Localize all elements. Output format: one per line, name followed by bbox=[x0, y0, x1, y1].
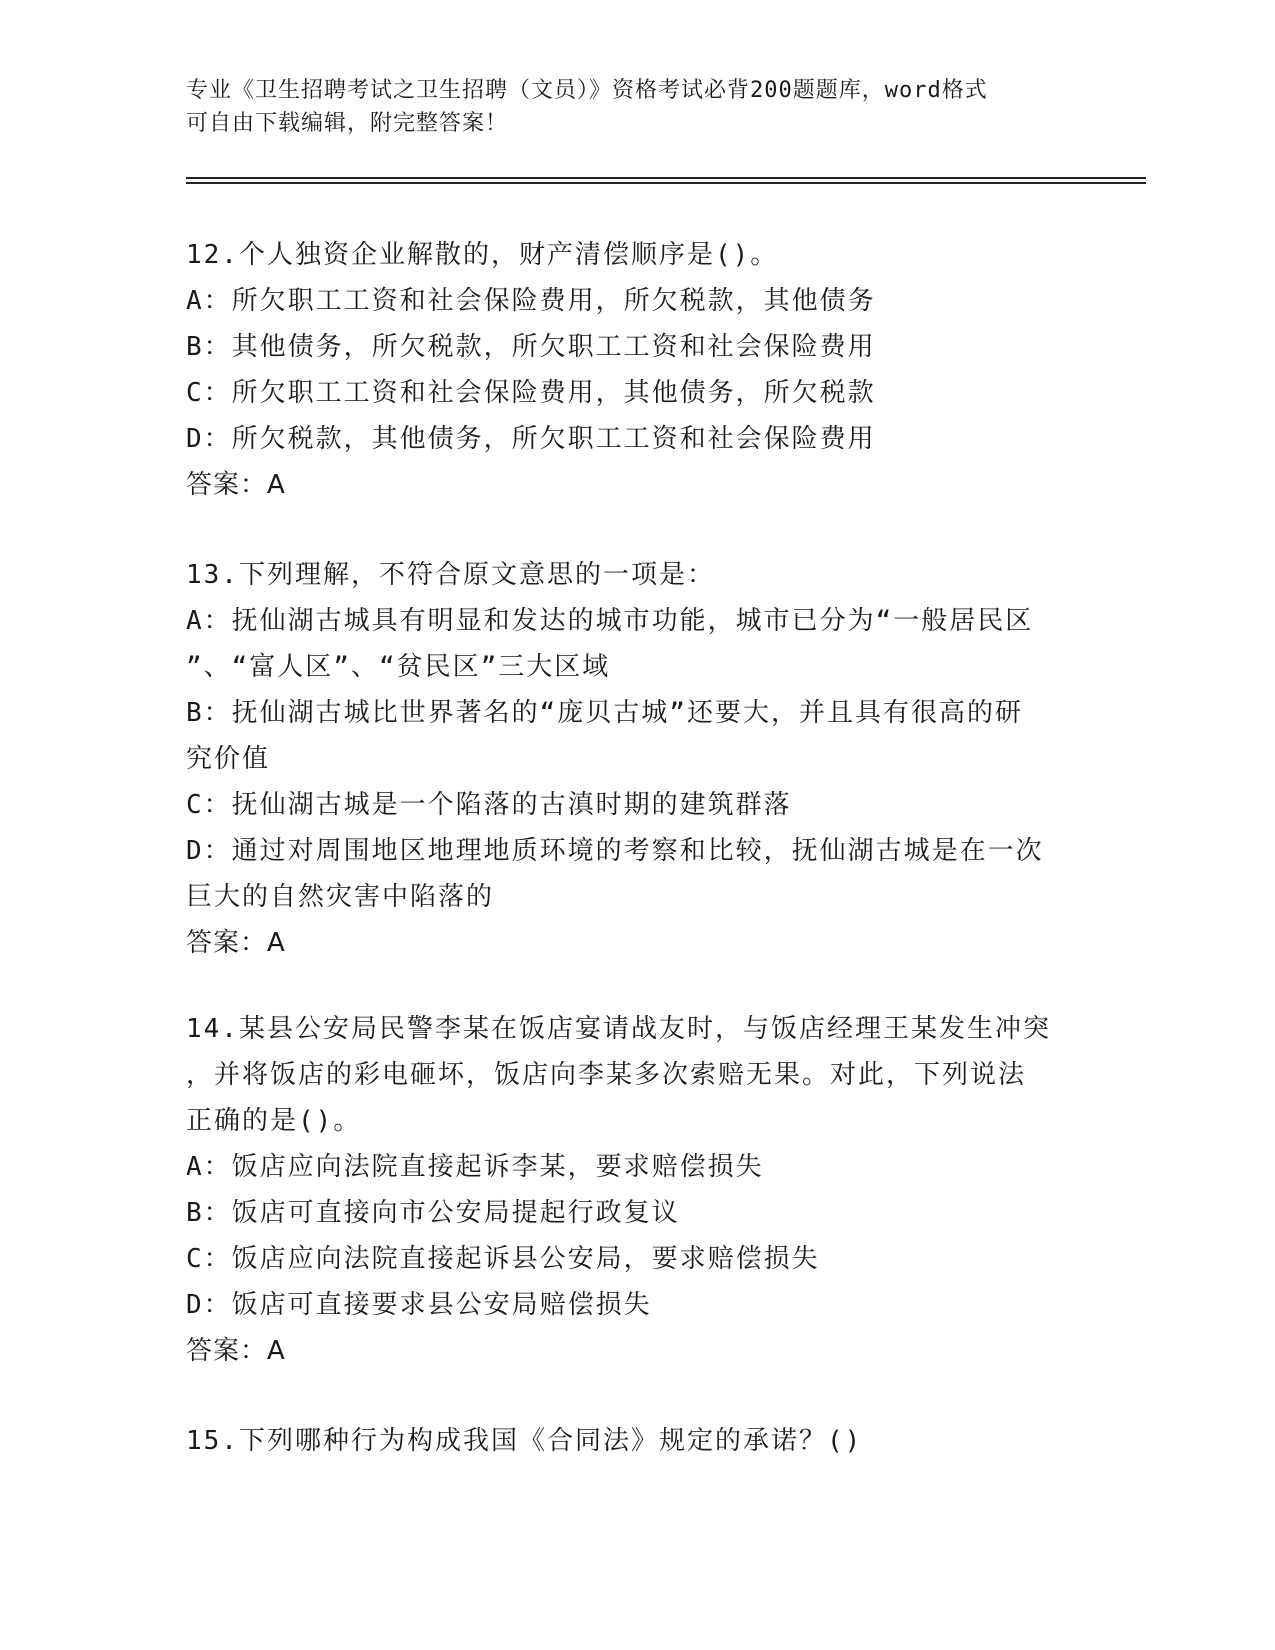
question-13 bbox=[186, 552, 1086, 966]
option-c: C：饭店应向法院直接起诉县公安局，要求赔偿损失 bbox=[186, 1244, 820, 1274]
document-header bbox=[186, 74, 1086, 140]
option-d: D：所欠税款，其他债务，所欠职工工资和社会保险费用 bbox=[186, 424, 876, 454]
header-divider-bottom bbox=[186, 182, 1146, 184]
header-line-2: 可自由下载编辑，附完整答案！ bbox=[186, 111, 509, 136]
option-d: D：通过对周围地区地理地质环境的考察和比较，抚仙湖古城是在一次 bbox=[186, 836, 1044, 866]
header-line-1: 专业《卫生招聘考试之卫生招聘（文员）》资格考试必背200题题库，word格式 bbox=[186, 78, 988, 103]
answer: 答案：A bbox=[186, 1336, 286, 1366]
answer: 答案：A bbox=[186, 470, 286, 500]
header-divider-top bbox=[186, 177, 1146, 179]
option-a: A：所欠职工工资和社会保险费用，所欠税款，其他债务 bbox=[186, 286, 876, 316]
option-c: C：所欠职工工资和社会保险费用，其他债务，所欠税款 bbox=[186, 378, 876, 408]
answer: 答案：A bbox=[186, 928, 286, 958]
question-12 bbox=[186, 232, 1086, 508]
question-stem: 14.某县公安局民警李某在饭店宴请战友时，与饭店经理王某发生冲突 bbox=[186, 1014, 1051, 1044]
question-14 bbox=[186, 1006, 1086, 1374]
option-b-continued: 究价值 bbox=[186, 744, 271, 774]
option-b: B：饭店可直接向市公安局提起行政复议 bbox=[186, 1198, 680, 1228]
option-a: A：饭店应向法院直接起诉李某，要求赔偿损失 bbox=[186, 1152, 764, 1182]
question-stem-continued: ，并将饭店的彩电砸坏，饭店向李某多次索赔无果。对此，下列说法 bbox=[186, 1060, 1027, 1090]
option-a: A：抚仙湖古城具有明显和发达的城市功能，城市已分为“一般居民区 bbox=[186, 606, 1034, 636]
question-stem: 13.下列理解，不符合原文意思的一项是： bbox=[186, 560, 715, 590]
option-d-continued: 巨大的自然灾害中陷落的 bbox=[186, 882, 495, 912]
option-c: C：抚仙湖古城是一个陷落的古滇时期的建筑群落 bbox=[186, 790, 792, 820]
question-stem-continued: 正确的是()。 bbox=[186, 1106, 362, 1136]
question-stem: 15.下列哪种行为构成我国《合同法》规定的承诺？() bbox=[186, 1426, 863, 1456]
option-b: B：抚仙湖古城比世界著名的“庞贝古城”还要大，并且具有很高的研 bbox=[186, 698, 1023, 728]
question-stem: 12.个人独资企业解散的，财产清偿顺序是()。 bbox=[186, 240, 779, 270]
question-15 bbox=[186, 1418, 1086, 1464]
option-a-continued: ”、“富人区”、“贫民区”三大区域 bbox=[186, 652, 611, 682]
option-b: B：其他债务，所欠税款，所欠职工工资和社会保险费用 bbox=[186, 332, 876, 362]
option-d: D：饭店可直接要求县公安局赔偿损失 bbox=[186, 1290, 652, 1320]
